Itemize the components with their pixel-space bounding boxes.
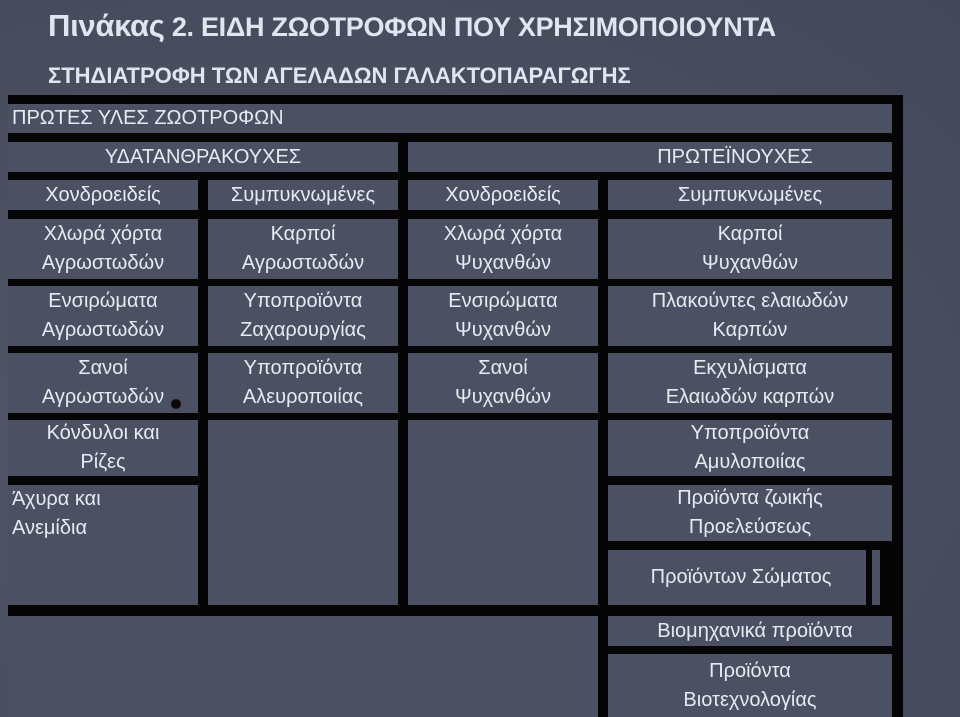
bullet-dot [171,399,181,409]
cell-line: Πλακούντες ελαιωδών [651,290,849,312]
table-cell [8,420,198,476]
table-cell [8,286,198,346]
cell-line: Κόνδυλοι και [46,422,160,444]
col-roughage-carbs [8,180,198,210]
slide-subtitle: ΣΤΗΔΙΑΤΡΟΦΗ ΤΩΝ ΑΓΕΛΑΔΩΝ ΓΑΛΑΚΤΟΠΑΡΑΓΩΓΗΣ [48,63,631,88]
table-cell [8,353,198,413]
cell-line: Χλωρά χόρτα [43,223,163,245]
slide-title [48,8,776,44]
col-label: Συμπυκνωμένες [677,183,823,206]
cell-line: Σανοί [78,357,128,379]
table-cell [208,353,398,413]
table-cell [8,485,198,605]
empty-cell [872,550,880,605]
cell-line: Ψυχανθών [702,252,798,274]
table-cell [608,420,892,476]
cell-line: Καρποί [717,223,783,245]
col-label: Χονδροειδείς [45,183,161,206]
col-label: Συμπυκνωμένες [230,183,376,206]
cell-line: Αγρωστωδών [41,386,165,408]
table-cell [608,654,892,717]
table-cell [208,286,398,346]
group-carbohydrate [8,142,398,172]
cell-line: Ψυχανθών [455,386,551,408]
cell-line: Ενσιρώματα [48,290,158,312]
table-cell [608,616,892,646]
cell-line: Βιοτεχνολογίας [683,688,817,711]
table-cell [408,219,598,279]
empty-cell [208,420,398,605]
table-cell [408,353,598,413]
table-header [8,104,892,133]
cell-line: Ρίζες [80,451,126,473]
cell-line: Αλευροποιίας [242,386,364,408]
table-header-text: ΠΡΩΤΕΣ ΥΛΕΣ ΖΩΟΤΡΟΦΩΝ [12,107,284,129]
group-protein-label: ΠΡΩΤΕΪΝΟΥΧΕΣ [657,145,813,168]
table-cell [208,219,398,279]
cell-line: Υποπροϊόντα [243,357,363,379]
title-rest: 2. ΕΙΔΗ ΖΩΟΤΡΟΦΩΝ ΠΟΥ ΧΡΗΣΙΜΟΠΟΙΟΥΝΤΑ [164,12,776,42]
title-prefix: Πινάκας [48,8,165,43]
cell-line: Αγρωστωδών [41,252,165,274]
cell-line: Ζαχαρουργίας [240,319,366,341]
table-cell [608,550,866,605]
cell-line: Αγρωστωδών [241,252,365,274]
empty-cell [8,616,598,717]
empty-cell [408,420,598,605]
cell-line: Σανοί [478,357,528,379]
cell-line: Ενσιρώματα [448,290,558,312]
cell-line: Καρποί [270,223,336,245]
col-roughage-protein [408,180,598,210]
table-cell [8,219,198,279]
cell-line: Προϊόντα ζωικής [677,487,823,509]
col-concentrate-carbs [208,180,398,210]
col-label: Χονδροειδείς [445,183,561,206]
col-concentrate-protein [608,180,892,210]
group-protein [408,142,892,172]
cell-line: Ψυχανθών [455,252,551,274]
cell-line: Ψυχανθών [455,319,551,341]
table-cell [408,286,598,346]
cell-line: Προϊόντων Σώματος [650,566,832,588]
cell-line: Χλωρά χόρτα [443,223,563,245]
cell-line: Προελεύσεως [688,516,812,538]
cell-line: Εκχυλίσματα [693,357,807,379]
cell-line: Ελαιωδών καρπών [665,386,835,408]
table-cell [608,219,892,279]
cell-line: Άχυρα και [12,488,101,510]
cell-line: Αμυλοποιίας [694,451,806,473]
cell-line: Βιομηχανικά προϊόντα [657,619,853,642]
cell-line: Προϊόντα [709,659,791,682]
group-carbohydrate-label: ΥΔΑΤΑΝΘΡΑΚΟΥΧΕΣ [104,145,302,168]
table-cell [608,353,892,413]
table-cell [608,485,892,541]
cell-line: Υποπροϊόντα [243,290,363,312]
cell-line: Καρπών [712,319,788,341]
cell-line: Ανεμίδια [12,517,87,539]
cell-line: Αγρωστωδών [41,319,165,341]
cell-line: Υποπροϊόντα [690,422,810,444]
table-cell [608,286,892,346]
